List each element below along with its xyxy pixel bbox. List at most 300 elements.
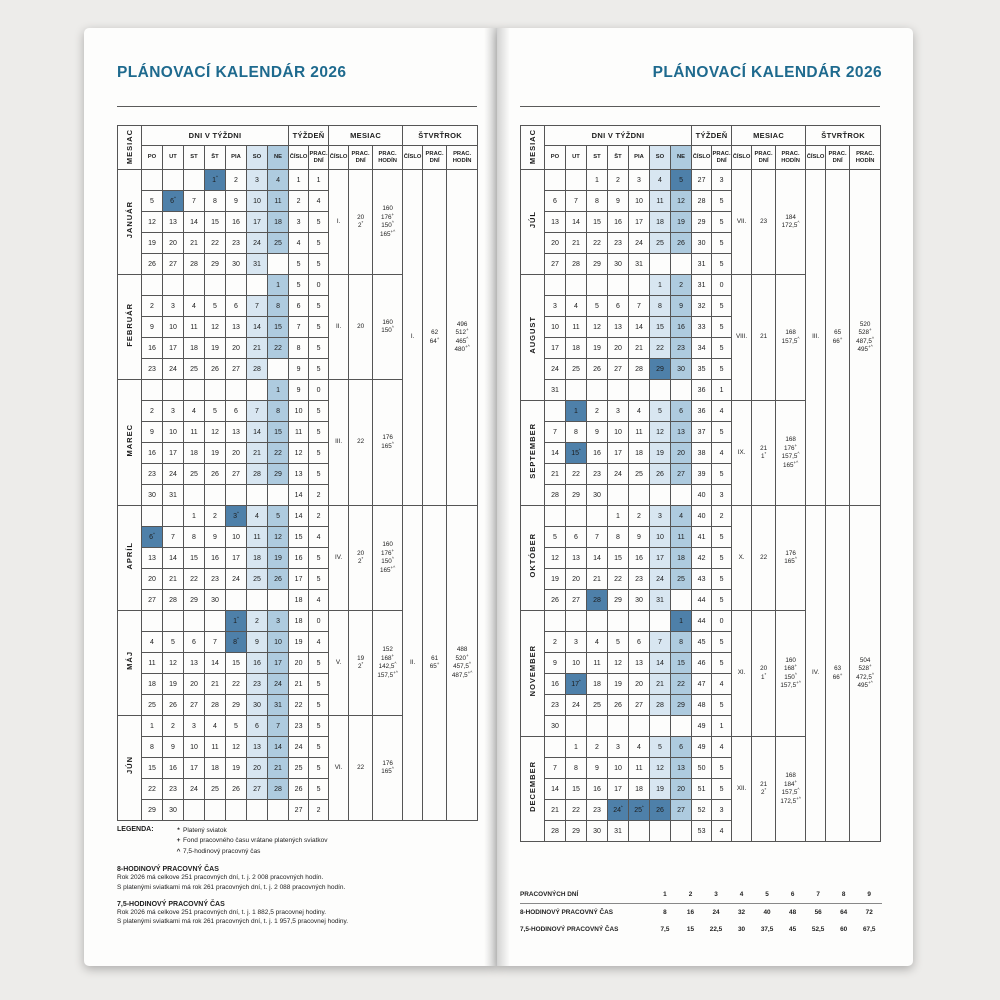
day-cell: 4 [184, 401, 205, 422]
day-cell: 6 [247, 716, 268, 737]
day-cell: 19 [226, 758, 247, 779]
month-name-label: JÚL [521, 170, 545, 275]
day-cell [650, 716, 671, 737]
day-cell [608, 716, 629, 737]
day-cell: 24 [629, 233, 650, 254]
header-month-prac-hodin: PRAC. HODÍN [373, 146, 403, 170]
hours-value-cell: 15 [686, 926, 695, 933]
day-cell: 25 [247, 569, 268, 590]
quarter-number-cell: IV. [806, 506, 826, 842]
day-cell: 28 [184, 254, 205, 275]
header-mesiac-vertical: MESIAC [521, 126, 545, 170]
day-cell: 17 [184, 758, 205, 779]
week-number-cell: 31 [692, 254, 712, 275]
day-cell: 22 [566, 464, 587, 485]
week-workdays-cell: 4 [712, 401, 732, 422]
hours-value-cell: 1 [652, 886, 678, 904]
day-cell [629, 716, 650, 737]
week-number-cell: 43 [692, 569, 712, 590]
day-cell: 8 [608, 527, 629, 548]
header-month-cislo: ČÍSLO [732, 146, 752, 170]
day-cell: 11 [629, 758, 650, 779]
day-cell: 6 [226, 296, 247, 317]
day-cell [608, 275, 629, 296]
week-workdays-cell: 0 [309, 275, 329, 296]
header-mesiac: MESIAC [732, 126, 806, 146]
day-cell: 3 [163, 296, 184, 317]
week-number-cell: 3 [289, 212, 309, 233]
month-hours-cell: 168 157,5^ [776, 275, 806, 401]
day-cell: 20 [226, 338, 247, 359]
header-day-po: PO [142, 146, 163, 170]
week-number-cell: 4 [289, 233, 309, 254]
day-cell [142, 170, 163, 191]
day-cell: 9 [671, 296, 692, 317]
header-tyzden: TÝŽDEŇ [692, 126, 732, 146]
week-number-cell: 24 [289, 737, 309, 758]
day-cell: 18 [566, 338, 587, 359]
day-cell: 5 [205, 296, 226, 317]
week-workdays-cell: 5 [712, 296, 732, 317]
day-cell: 12 [226, 737, 247, 758]
hours-value-cell: 24 [712, 909, 720, 916]
day-cell: 22 [268, 443, 289, 464]
day-cell: 14 [184, 212, 205, 233]
week-workdays-cell: 1 [712, 380, 732, 401]
day-cell: 1 [268, 275, 289, 296]
day-cell: 13 [629, 653, 650, 674]
header-month-cislo: ČÍSLO [329, 146, 349, 170]
header-day-št: ŠT [608, 146, 629, 170]
week-workdays-cell: 2 [309, 485, 329, 506]
header-stvrtrok: ŠTVRŤROK [806, 126, 881, 146]
day-cell: 1* [205, 170, 226, 191]
quarter-workdays-cell: 63 66+ [826, 506, 850, 842]
day-cell: 7 [205, 632, 226, 653]
day-cell: 20 [545, 233, 566, 254]
day-cell: 29 [205, 254, 226, 275]
week-workdays-cell: 5 [309, 296, 329, 317]
day-cell: 5 [226, 716, 247, 737]
day-cell: 10 [650, 527, 671, 548]
day-cell: 14 [205, 653, 226, 674]
quarter-workdays-cell: 65 66+ [826, 170, 850, 506]
day-cell [226, 485, 247, 506]
legend-item: ^ 7,5-hodinový pracovný čas [176, 847, 261, 855]
day-cell: 1 [268, 380, 289, 401]
week-workdays-cell: 4 [712, 443, 732, 464]
week-workdays-cell: 5 [712, 254, 732, 275]
planning-calendar-table [117, 125, 478, 821]
day-cell: 10 [226, 527, 247, 548]
day-cell: 9 [587, 422, 608, 443]
day-cell [650, 485, 671, 506]
day-cell: 23 [247, 674, 268, 695]
day-cell: 25 [142, 695, 163, 716]
day-cell: 2 [587, 401, 608, 422]
day-cell: 23 [163, 779, 184, 800]
day-cell: 8 [650, 296, 671, 317]
week-number-cell: 9 [289, 359, 309, 380]
week-workdays-cell: 5 [712, 569, 732, 590]
day-cell: 18 [205, 758, 226, 779]
week-workdays-cell: 1 [712, 716, 732, 737]
page-title: PLÁNOVACÍ KALENDÁR 2026 [652, 64, 882, 81]
day-cell: 15 [268, 317, 289, 338]
day-cell: 5 [163, 632, 184, 653]
day-cell: 5 [650, 737, 671, 758]
header-day-po: PO [545, 146, 566, 170]
day-cell [184, 800, 205, 821]
day-cell [184, 170, 205, 191]
week-number-cell: 8 [289, 338, 309, 359]
week-number-cell: 29 [692, 212, 712, 233]
day-cell: 19 [608, 674, 629, 695]
day-cell: 25 [184, 464, 205, 485]
day-cell: 18 [247, 548, 268, 569]
week-number-cell: 19 [289, 632, 309, 653]
day-cell: 27 [184, 695, 205, 716]
day-cell: 2 [142, 296, 163, 317]
day-cell: 6 [545, 191, 566, 212]
day-cell: 29 [142, 800, 163, 821]
day-cell: 26 [545, 590, 566, 611]
week-workdays-cell: 5 [712, 317, 732, 338]
week-number-cell: 23 [289, 716, 309, 737]
day-cell [205, 485, 226, 506]
week-workdays-cell: 5 [712, 191, 732, 212]
day-cell: 15 [566, 779, 587, 800]
hours-value-cell: 30 [737, 926, 746, 933]
day-cell [268, 590, 289, 611]
hours-value-cell: 72 [865, 909, 873, 916]
week-number-cell: 28 [692, 191, 712, 212]
day-cell [587, 716, 608, 737]
day-cell: 10 [184, 737, 205, 758]
day-cell: 5 [587, 296, 608, 317]
day-cell: 17 [247, 212, 268, 233]
header-mesiac: MESIAC [329, 126, 403, 146]
day-cell: 14 [629, 317, 650, 338]
day-cell: 31 [629, 254, 650, 275]
week-workdays-cell: 1 [309, 170, 329, 191]
day-cell: 19 [163, 674, 184, 695]
day-cell [205, 800, 226, 821]
day-cell: 11 [142, 653, 163, 674]
day-cell: 2 [608, 170, 629, 191]
day-cell: 11 [268, 191, 289, 212]
day-cell: 21 [650, 674, 671, 695]
header-week-cislo: ČÍSLO [289, 146, 309, 170]
day-cell: 26 [650, 464, 671, 485]
day-cell [650, 380, 671, 401]
day-cell: 5 [608, 632, 629, 653]
week-workdays-cell: 5 [712, 359, 732, 380]
day-cell: 4 [205, 716, 226, 737]
planning-calendar-table [520, 125, 881, 842]
week-number-cell: 16 [289, 548, 309, 569]
day-cell: 10 [163, 317, 184, 338]
day-cell: 28 [545, 485, 566, 506]
hours-value-cell: 2 [678, 886, 704, 904]
week-number-cell: 30 [692, 233, 712, 254]
week-workdays-cell: 5 [712, 779, 732, 800]
day-cell: 8 [566, 758, 587, 779]
day-cell: 18 [650, 212, 671, 233]
week-workdays-cell: 5 [309, 233, 329, 254]
week-workdays-cell: 0 [309, 611, 329, 632]
week-workdays-cell: 0 [309, 380, 329, 401]
legend-75h-line: Rok 2026 má celkove 251 pracovných dní, t. j. 1 882,5 pracovnej hodiny. [117, 909, 327, 917]
day-cell: 5 [650, 401, 671, 422]
week-workdays-cell: 5 [309, 674, 329, 695]
day-cell [163, 506, 184, 527]
week-number-cell: 6 [289, 296, 309, 317]
day-cell: 12 [650, 422, 671, 443]
day-cell: 20 [184, 674, 205, 695]
day-cell: 15 [587, 212, 608, 233]
day-cell: 3 [629, 170, 650, 191]
day-cell: 22 [566, 800, 587, 821]
day-cell: 25 [671, 569, 692, 590]
day-cell [226, 275, 247, 296]
day-cell: 17 [545, 338, 566, 359]
day-cell: 17 [650, 548, 671, 569]
header-stvrtrok: ŠTVRŤROK [403, 126, 478, 146]
month-number-cell: VI. [329, 716, 349, 821]
week-workdays-cell: 5 [712, 632, 732, 653]
day-cell: 12 [142, 212, 163, 233]
month-number-cell: II. [329, 275, 349, 380]
week-number-cell: 51 [692, 779, 712, 800]
day-cell: 1 [566, 401, 587, 422]
header-day-ne: NE [268, 146, 289, 170]
day-cell: 8 [184, 527, 205, 548]
day-cell: 31 [650, 590, 671, 611]
week-workdays-cell: 0 [712, 275, 732, 296]
day-cell: 10 [566, 653, 587, 674]
day-cell: 14 [163, 548, 184, 569]
week-workdays-cell: 5 [309, 464, 329, 485]
day-cell: 1 [566, 737, 587, 758]
day-cell: 28 [163, 590, 184, 611]
week-number-cell: 13 [289, 464, 309, 485]
month-number-cell: I. [329, 170, 349, 275]
day-cell: 9 [163, 737, 184, 758]
month-number-cell: III. [329, 380, 349, 506]
day-cell: 1 [671, 611, 692, 632]
hours-value-cell: 22,5 [709, 926, 723, 933]
day-cell: 11 [205, 737, 226, 758]
day-cell [671, 590, 692, 611]
month-hours-cell: 160 176+ 150^ 165+^ [373, 506, 403, 611]
title-rule [117, 106, 477, 107]
day-cell: 29 [184, 590, 205, 611]
day-cell: 5 [142, 191, 163, 212]
week-number-cell: 18 [289, 590, 309, 611]
day-cell: 12 [268, 527, 289, 548]
day-cell: 30 [545, 716, 566, 737]
hours-value-cell: 8 [663, 909, 667, 916]
day-cell [650, 611, 671, 632]
day-cell: 8 [671, 632, 692, 653]
day-cell: 7 [184, 191, 205, 212]
day-cell: 21 [163, 569, 184, 590]
day-cell: 22 [671, 674, 692, 695]
day-cell: 23 [587, 464, 608, 485]
month-number-cell: X. [732, 506, 752, 611]
day-cell: 7 [587, 527, 608, 548]
week-number-cell: 32 [692, 296, 712, 317]
day-cell: 23 [629, 569, 650, 590]
hours-row-label: 8-HODINOVÝ PRACOVNÝ ČAS [520, 909, 614, 916]
day-cell: 16 [545, 674, 566, 695]
day-cell [205, 611, 226, 632]
hours-reference-table [520, 886, 882, 938]
day-cell: 13 [247, 737, 268, 758]
month-number-cell: IX. [732, 401, 752, 506]
month-number-cell: VII. [732, 170, 752, 275]
day-cell: 25 [184, 359, 205, 380]
day-cell: 13 [671, 758, 692, 779]
day-cell: 30 [142, 485, 163, 506]
day-cell: 11 [650, 191, 671, 212]
day-cell: 17 [608, 443, 629, 464]
day-cell [247, 485, 268, 506]
day-cell: 13 [608, 317, 629, 338]
week-number-cell: 2 [289, 191, 309, 212]
month-name-label: APRÍL [118, 506, 142, 611]
day-cell: 18 [629, 443, 650, 464]
day-cell: 6* [142, 527, 163, 548]
header-tyzden: TÝŽDEŇ [289, 126, 329, 146]
day-cell: 29 [587, 254, 608, 275]
day-cell: 10 [545, 317, 566, 338]
day-cell: 10 [163, 422, 184, 443]
day-cell: 1 [650, 275, 671, 296]
day-cell: 24 [163, 464, 184, 485]
week-workdays-cell: 4 [309, 527, 329, 548]
day-cell: 27 [629, 695, 650, 716]
month-name-label: FEBRUÁR [118, 275, 142, 380]
day-cell: 20 [608, 338, 629, 359]
day-cell: 30 [629, 590, 650, 611]
week-number-cell: 37 [692, 422, 712, 443]
month-workdays-cell: 23 [752, 170, 776, 275]
day-cell: 1 [142, 716, 163, 737]
week-number-cell: 40 [692, 485, 712, 506]
week-number-cell: 5 [289, 275, 309, 296]
day-cell [545, 506, 566, 527]
month-number-cell: V. [329, 611, 349, 716]
header-day-st: ST [184, 146, 205, 170]
day-cell: 4 [629, 401, 650, 422]
week-workdays-cell: 5 [309, 569, 329, 590]
day-cell: 2 [247, 611, 268, 632]
month-name-label: OKTÓBER [521, 506, 545, 611]
day-cell [268, 359, 289, 380]
day-cell: 20 [163, 233, 184, 254]
day-cell: 8 [205, 191, 226, 212]
day-cell: 26 [608, 695, 629, 716]
page-title: PLÁNOVACÍ KALENDÁR 2026 [117, 64, 347, 81]
week-workdays-cell: 4 [309, 590, 329, 611]
day-cell: 26 [650, 800, 671, 821]
month-workdays-cell: 20 2* [349, 506, 373, 611]
week-number-cell: 49 [692, 737, 712, 758]
week-number-cell: 48 [692, 695, 712, 716]
day-cell: 17 [226, 548, 247, 569]
day-cell [566, 716, 587, 737]
day-cell [671, 254, 692, 275]
day-cell: 19 [205, 443, 226, 464]
day-cell: 30 [226, 254, 247, 275]
day-cell: 3 [650, 506, 671, 527]
month-name-label: AUGUST [521, 275, 545, 401]
week-workdays-cell: 0 [712, 611, 732, 632]
week-number-cell: 21 [289, 674, 309, 695]
legend-item: * Platený sviatok [177, 827, 227, 834]
day-cell: 20 [226, 443, 247, 464]
day-cell: 4 [629, 737, 650, 758]
hours-value-cell: 52,5 [811, 926, 825, 933]
header-day-ne: NE [671, 146, 692, 170]
day-cell: 18 [184, 443, 205, 464]
day-cell: 12 [205, 422, 226, 443]
week-number-cell: 44 [692, 590, 712, 611]
day-cell: 30 [587, 821, 608, 842]
day-cell [545, 737, 566, 758]
day-cell: 30 [587, 485, 608, 506]
quarter-number-cell: III. [806, 170, 826, 506]
month-name-label: MAREC [118, 380, 142, 506]
day-cell [205, 275, 226, 296]
day-cell: 16 [587, 779, 608, 800]
week-number-cell: 50 [692, 758, 712, 779]
day-cell [650, 254, 671, 275]
day-cell: 8 [566, 422, 587, 443]
header-month-prac-dni: PRAC. DNÍ [752, 146, 776, 170]
quarter-hours-cell: 504 528+ 472,5^ 495+^ [850, 506, 881, 842]
day-cell: 8 [268, 401, 289, 422]
day-cell: 11 [629, 422, 650, 443]
day-cell: 23 [671, 338, 692, 359]
day-cell [226, 800, 247, 821]
day-cell: 9 [247, 632, 268, 653]
day-cell: 14 [247, 422, 268, 443]
day-cell: 19 [142, 233, 163, 254]
day-cell [268, 485, 289, 506]
day-cell: 12 [608, 653, 629, 674]
day-cell: 3* [226, 506, 247, 527]
week-number-cell: 31 [692, 275, 712, 296]
week-number-cell: 39 [692, 464, 712, 485]
day-cell: 24 [226, 569, 247, 590]
week-number-cell: 33 [692, 317, 712, 338]
day-cell: 28 [268, 779, 289, 800]
week-number-cell: 27 [692, 170, 712, 191]
day-cell: 5 [671, 170, 692, 191]
day-cell: 17 [608, 779, 629, 800]
day-cell: 14 [268, 737, 289, 758]
day-cell: 4 [142, 632, 163, 653]
week-workdays-cell: 2 [309, 800, 329, 821]
day-cell: 25 [205, 779, 226, 800]
week-workdays-cell: 4 [309, 191, 329, 212]
day-cell: 16 [587, 443, 608, 464]
header-quarter-cislo: ČÍSLO [403, 146, 423, 170]
day-cell: 15* [566, 443, 587, 464]
